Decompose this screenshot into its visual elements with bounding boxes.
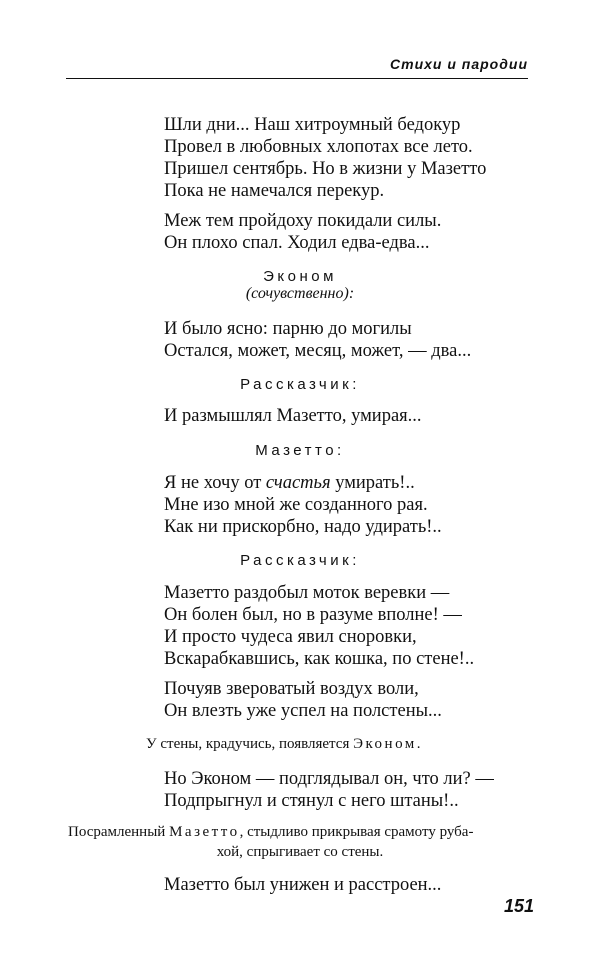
verse-line: Пришел сентябрь. Но в жизни у Мазетто bbox=[164, 159, 487, 179]
running-header-title: Стихи и пародии bbox=[390, 56, 528, 72]
verse-line: Пока не намечался перекур. bbox=[164, 181, 385, 201]
verse-line: Провел в любовных хлопотах все лето. bbox=[164, 137, 473, 157]
verse-line: Он болен был, но в разуме вполне! — bbox=[164, 605, 462, 625]
verse-line: И было ясно: парню до могилы bbox=[164, 319, 412, 339]
verse-text: умирать!.. bbox=[330, 473, 415, 493]
verse-text: Я не хочу от bbox=[164, 473, 266, 493]
verse-line: Мазетто раздобыл моток веревки — bbox=[164, 583, 450, 603]
page-number: 151 bbox=[503, 896, 534, 916]
verse-line: Но Эконом — подглядывал он, что ли? — bbox=[164, 769, 494, 789]
verse-line: Мазетто был унижен и расстроен... bbox=[164, 875, 442, 895]
verse-line: Подпрыгнул и стянул с него штаны!.. bbox=[164, 791, 459, 811]
verse-line: Мне изо мной же созданного рая. bbox=[164, 495, 428, 515]
stage-text: , стыдливо прикрывая срамоту руба- bbox=[239, 824, 474, 840]
stage-direction-continued: хой, спрыгивает со стены. bbox=[216, 844, 384, 860]
verse-line: И размышлял Мазетто, умирая... bbox=[164, 406, 422, 426]
verse-line bbox=[164, 472, 415, 494]
stage-character: Мазетто bbox=[169, 824, 240, 840]
verse-line: Он влезть уже успел на полстены... bbox=[164, 701, 442, 721]
stage-text: У стены, крадучись, появляется bbox=[146, 736, 354, 752]
verse-line: Остался, может, месяц, может, — два... bbox=[164, 341, 472, 361]
verse-line: Как ни прискорбно, надо удирать!.. bbox=[164, 517, 442, 537]
verse-line: Он плохо спал. Ходил едва-едва... bbox=[164, 233, 430, 253]
stage-direction bbox=[68, 822, 530, 842]
stage-text: . bbox=[416, 736, 421, 752]
speaker-name: Мазетто: bbox=[255, 442, 345, 459]
verse-line: Шли дни... Наш хитроумный бедокур bbox=[164, 115, 461, 135]
stage-direction bbox=[146, 734, 421, 754]
verse-line: Меж тем пройдоху покидали силы. bbox=[164, 211, 442, 231]
verse-line: Почуяв звероватый воздух воли, bbox=[164, 679, 419, 699]
running-header bbox=[66, 56, 528, 79]
speaker-name: Рассказчик: bbox=[240, 376, 360, 393]
speaker-name: Эконом bbox=[263, 268, 337, 285]
verse-line: И просто чудеса явил сноровки, bbox=[164, 627, 417, 647]
speaker-direction: (сочувственно): bbox=[245, 285, 355, 302]
stage-character: Эконом bbox=[353, 736, 417, 752]
verse-line: Вскарабкавшись, как кошка, по стене!.. bbox=[164, 649, 475, 669]
stage-text: Посрамленный bbox=[68, 824, 170, 840]
speaker-name: Рассказчик: bbox=[240, 552, 360, 569]
verse-emphasis: счастья bbox=[265, 473, 331, 493]
